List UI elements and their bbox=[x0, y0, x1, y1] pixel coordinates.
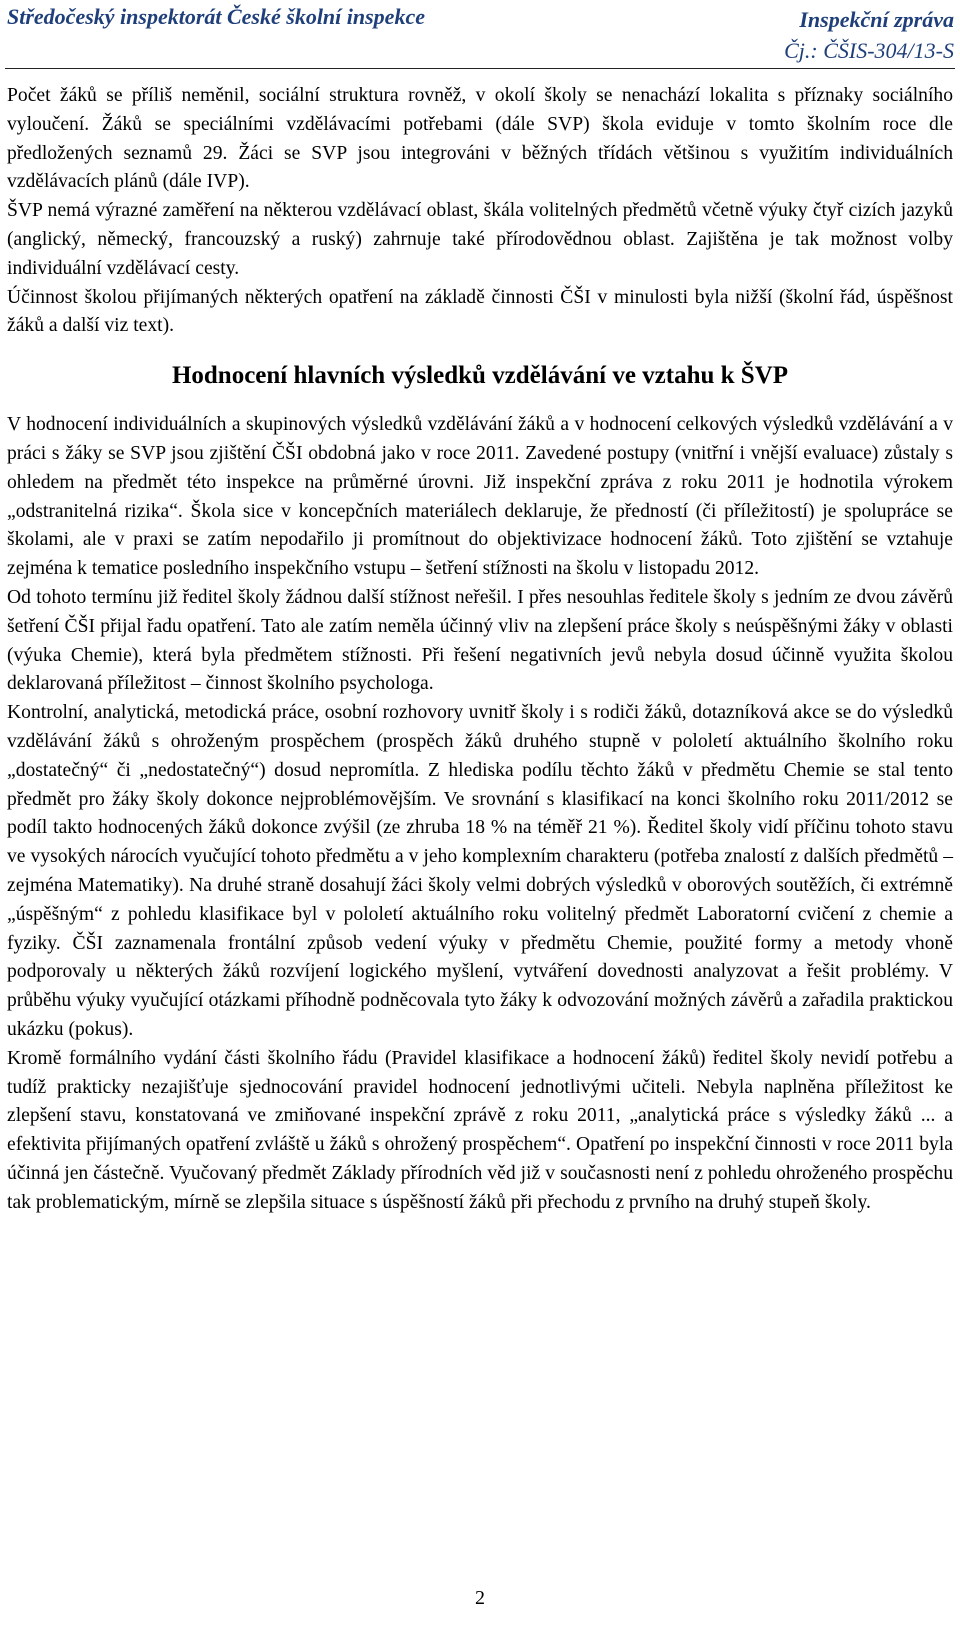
paragraph-control-analysis: Kontrolní, analytická, metodická práce, osobní rozhovory uvnitř školy i s rodiči žáků, dotazníková akce se do výsledků vzdělávání žáků s ohroženým prospěchem (prospěch žáků druhého stupně v pololetí aktuálního školního roku „dostatečný“ či „nedostatečný“) dosud nepromítla. Z hlediska podílu těchto žáků v předmětu Chemie se stal tento předmět pro žáky školy dokonce nejproblémovějším. Ve srovnání s klasifikací na konci školního roku 2011/2012 se podíl takto hodnocených žáků dokonce zvýšil (ze zhruba 18 % na téměř 21 %). Ředitel školy vidí příčinu tohoto stavu ve vysokých nárocích vyučující tohoto předmětu a v jeho komplexním charakteru (potřeba znalostí z dalších předmětů – zejména Matematiky). Na druhé straně dosahují žáci školy velmi dobrých výsledků v oborových soutěžích, či extrémně „úspěšným“ z pohledu klasifikace byl v pololetí aktuálního roku volitelný předmět Laboratorní cvičení z chemie a fyziky. ČŠI zaznamenala frontální způsob vedení výuky v předmětu Chemie, použité formy a metody vhoně podporovaly u některých žáků rozvíjení logického myšlení, vytváření dovednosti analyzovat a řešit problémy. V průběhu výuky vyučující otázkami příhodně podněcovala tyto žáky k odvozování možných závěrů a zařadila praktickou ukázku (pokus). bbox=[7, 702, 953, 1040]
paragraph-school-rules: Kromě formálního vydání části školního řádu (Pravidel klasifikace a hodnocení žáků) ředitel školy nevidí potřebu a tudíž prakticky nezajišťuje sjednocování pravidel hodnocení jednotlivými učiteli. Nebyla naplněna příležitost ke zlepšení stavu, konstatovaná ve zmiňované inspekční zprávě z roku 2011, „analytická práce s výsledky žáků ... a efektivita přijímaných opatření zvláště u žáků s ohrožený prospěchem“. Opatření po inspekční činnosti v roce 2011 byla účinná jen částečně. Vyučovaný předmět Základy přírodních věd již v současnosti není z pohledu ohroženého prospěchu tak problematickým, mírně se zlepšila situace s úspěšností žáků při přechodu z prvního na druhý stupeň školy. bbox=[7, 1047, 953, 1213]
section-heading: Hodnocení hlavních výsledků vzdělávání ve vztahu k ŠVP bbox=[171, 362, 789, 390]
header-right-block bbox=[784, 4, 954, 66]
page-number: 2 bbox=[475, 1587, 485, 1609]
paragraph-complaints: Od tohoto termínu již ředitel školy žádnou další stížnost neřešil. I přes nesouhlas ředitele školy s jedním ze dvou závěrů šetření ČŠI přijal řadu opatření. Tato ale zatím neměla účinný vliv na zlepšení práce školy s neúspěšnými žáky v oblasti (výuka Chemie), která byla předmětem stížnosti. Při řešení negativních jevů nebyla dosud účinně využita školou deklarovaná příležitost – činnost školního psychologa. bbox=[7, 586, 953, 695]
paragraph-pupils-count: Počet žáků se příliš neměnil, sociální struktura rovněž, v okolí školy se nenachází lokalita s příznaky sociálního vyloučení. Žáků se speciálními vzdělávacími potřebami (dále SVP) škola eviduje v tomto školním roce dle předložených seznamů 29. Žáci se SVP jsou integrováni v běžných třídách většinou s využitím individuálních vzdělávacích plánů (dále IVP). bbox=[7, 85, 953, 193]
header-inspectorate-title: Středočeský inspektorát České školní inspekce bbox=[7, 4, 425, 29]
document-body bbox=[7, 82, 953, 1217]
paragraph-measures-effectiveness: Účinnost školou přijímaných některých opatření na základě činnosti ČŠI v minulosti byla nižší (školní řád, úspěšnost žáků a další viz text). bbox=[7, 286, 953, 337]
header-report-title: Inspekční zpráva bbox=[799, 7, 954, 32]
paragraph-evaluation: V hodnocení individuálních a skupinových výsledků vzdělávání žáků a v hodnocení celkových výsledků vzdělávání a v práci s žáky se SVP jsou zjištění ČŠI obdobná jako v roce 2011. Zavedené postupy (vnitřní i vnější evaluace) zůstaly s ohledem na předmět této inspekce na průměrné úrovni. Již inspekční zpráva z roku 2011 je hodnotila výrokem „odstranitelná rizika“. Škola sice v koncepčních materiálech deklaruje, že předností (či příležitostí) je spolupráce se školami, ale v praxi se zatím nepodařilo ji promítnout do objektivizace hodnocení žáků. Toto zjištění se vztahuje zejména k tematice posledního inspekčního vstupu – šetření stížnosti na školu v listopadu 2012. bbox=[7, 414, 953, 580]
header-reference-number: Čj.: ČŠIS-304/13-S bbox=[784, 38, 954, 63]
header-divider bbox=[5, 68, 955, 69]
paragraph-svp-focus: ŠVP nemá výrazné zaměření na některou vzdělávací oblast, škála volitelných předmětů včetně výuky čtyř cizích jazyků (anglický, německý, francouzský a ruský) zahrnuje také přírodovědnou oblast. Zajištěna je tak možnost volby individuální vzdělávací cesty. bbox=[7, 200, 953, 279]
